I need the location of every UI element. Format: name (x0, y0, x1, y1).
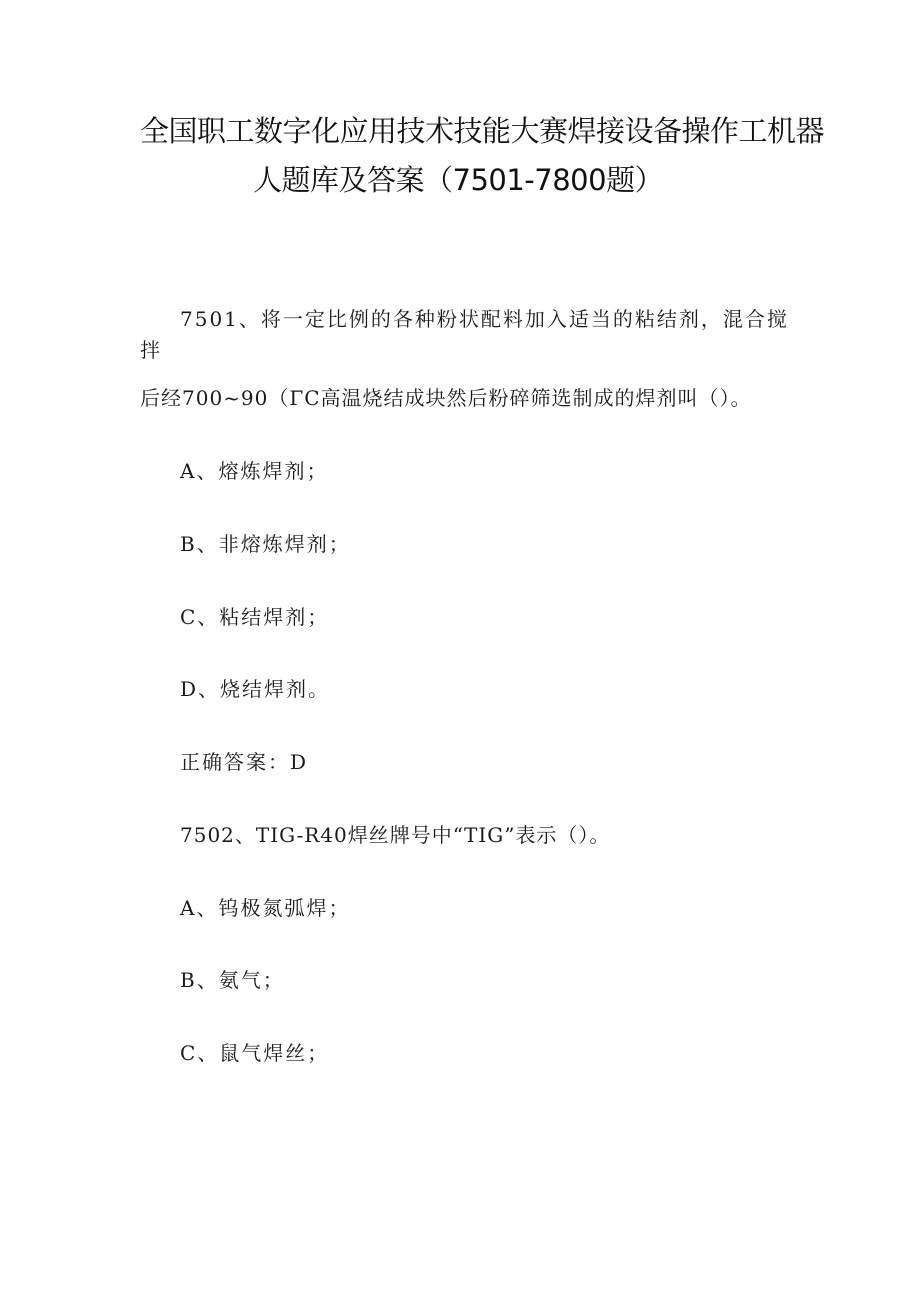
question-7501-option-c: C、粘结焊剂； (180, 605, 330, 629)
question-7501-option-d: D、烧结焊剂。 (180, 677, 331, 701)
question-7501-option-b: B、非熔炼焊剂； (180, 532, 351, 556)
question-7501-stem-line-3: 后经700~90（ΓC高温烧结成块然后粉碎筛选制成的焊剂叫（）。 (140, 386, 752, 410)
question-7501-option-a: A、熔炼焊剂； (180, 459, 329, 483)
question-7502-option-b: B、氨气； (180, 968, 285, 992)
document-title-line-2: 人题库及答案（7501-7800题） (253, 163, 664, 197)
question-7502-option-a: A、钨极氮弧焊； (180, 896, 351, 920)
question-7501-stem-line-2: 拌 (140, 338, 162, 362)
question-7502-option-c: C、鼠气焊丝； (180, 1041, 330, 1065)
question-7501-answer: 正确答案：D (180, 750, 309, 774)
question-7502-stem-line-1: 7502、TIG-R40焊丝牌号中“TIG”表示（）。 (180, 823, 611, 847)
question-7501-stem-line-1: 7501、将一定比例的各种粉状配料加入适当的粘结剂，混合搅 (180, 307, 789, 331)
document-title-line-1: 全国职工数字化应用技术技能大赛焊接设备操作工机器 (140, 114, 825, 148)
